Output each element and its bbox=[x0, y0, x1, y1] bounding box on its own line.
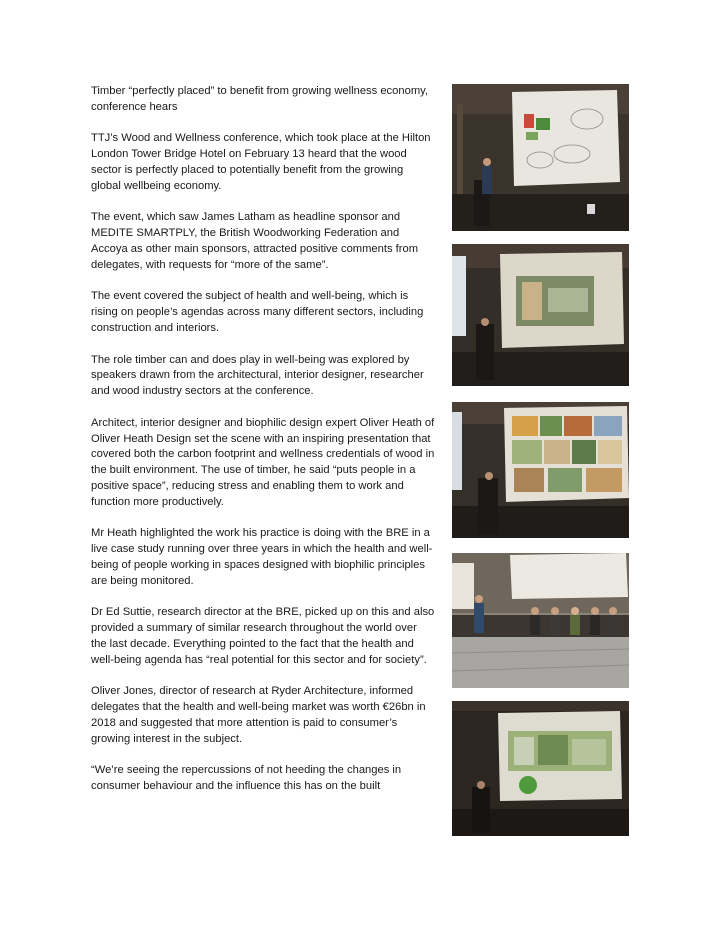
article-paragraph: The role timber can and does play in well-being was explored by speakers drawn from the architectural, interior designer, researcher and wood industry sectors at the conference. bbox=[91, 353, 424, 398]
conference-photo-4 bbox=[452, 553, 629, 688]
article-paragraph: TTJ’s Wood and Wellness conference, which took place at the Hilton London Tower Bridge Hotel on February 13 heard that the wood sector is perfectly placed to potentially benefit from the growing global wellbeing economy. bbox=[91, 132, 431, 192]
article-paragraph: Mr Heath highlighted the work his practice is doing with the BRE in a live case study running over three years in which the health and well-being of people working in spaces designed with biophilic principles are being monitored. bbox=[91, 527, 433, 587]
conference-photo-1 bbox=[452, 84, 629, 231]
article-headline: Timber “perfectly placed” to benefit from growing wellness economy, conference hears bbox=[91, 85, 429, 113]
article-paragraph: The event, which saw James Latham as headline sponsor and MEDITE SMARTPLY, the British Woodworking Federation and Accoya as other main sponsors, attracted positive comments from delegates, with requests for “more of the same”. bbox=[91, 211, 419, 271]
conference-photo-2 bbox=[452, 244, 629, 386]
article-paragraph: “We’re seeing the repercussions of not heeding the changes in consumer behaviour and the influence this has on the built bbox=[91, 764, 402, 793]
conference-photo-3 bbox=[452, 402, 629, 538]
article-paragraph: The event covered the subject of health and well-being, which is rising on people’s agendas across many different sectors, including construction and interiors. bbox=[91, 290, 424, 334]
article-paragraph: Oliver Jones, director of research at Ryder Architecture, informed delegates that the health and well-being market was worth €26bn in 2018 and suggested that more attention is paid to consumer’s growing interest in the subject. bbox=[91, 685, 426, 745]
article-paragraph: Dr Ed Suttie, research director at the BRE, picked up on this and also provided a summary of similar research throughout the world over the last decade. Everything pointed to the fact that the health and well-being agenda has “real potential for this sector and for society”. bbox=[91, 606, 435, 666]
article-paragraph: Architect, interior designer and biophilic design expert Oliver Heath of Oliver Heath Design set the scene with an inspiring presentation that covered both the carbon footprint and wellness credentials of wood in the built environment. The use of timber, he said “puts people in a positive space”, reducing stress and enabling them to work and function more productively. bbox=[91, 416, 435, 508]
conference-photo-5 bbox=[452, 701, 629, 836]
article-body bbox=[91, 84, 435, 811]
